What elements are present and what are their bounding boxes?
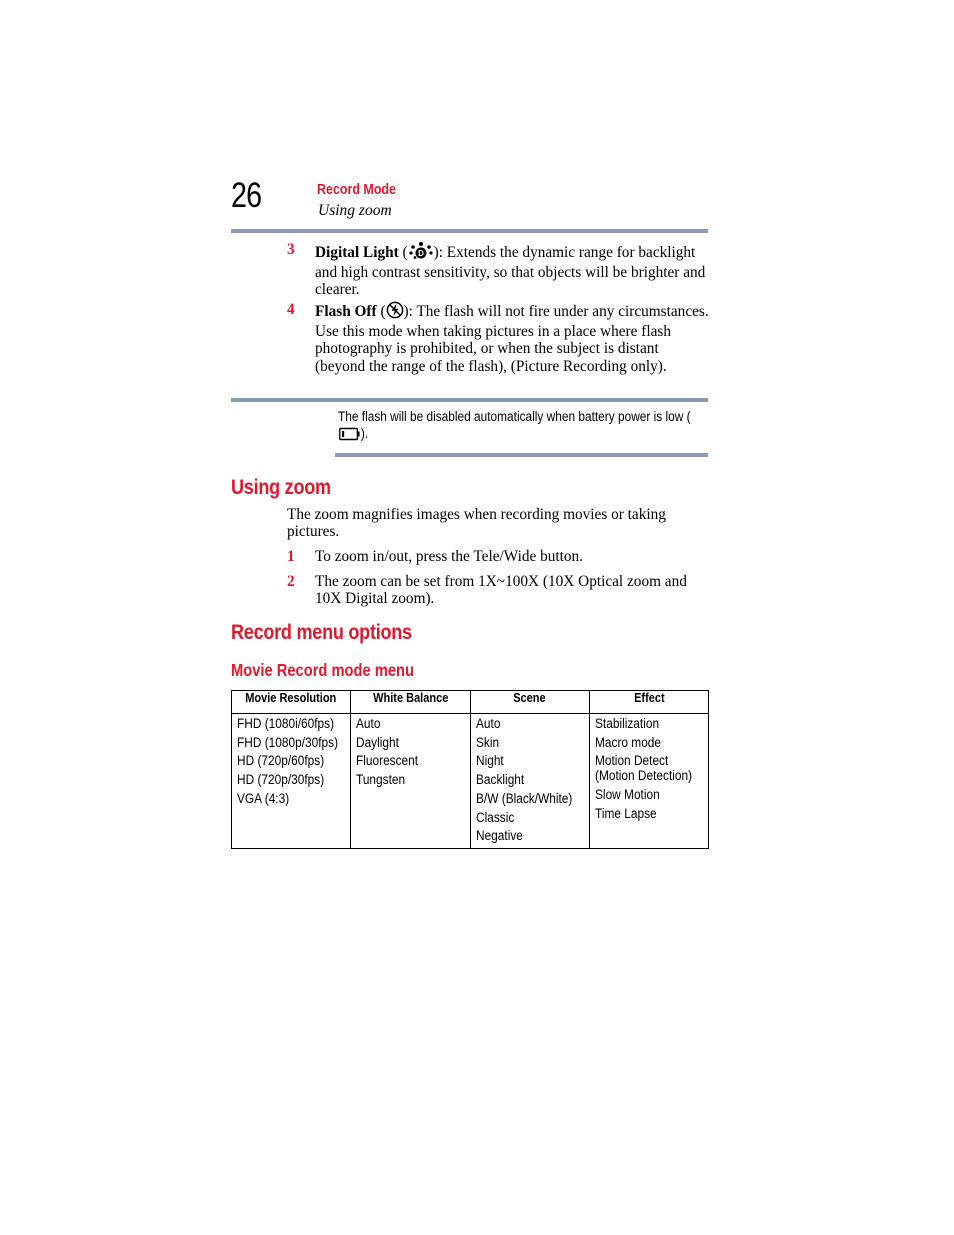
step-term: Flash Off — [315, 303, 377, 320]
battery-low-icon — [338, 427, 361, 445]
list-item: Auto — [356, 716, 381, 731]
zoom-intro-paragraph: The zoom magnifies images when recording movies or taking pictures. — [287, 506, 666, 541]
digital-light-icon — [408, 241, 434, 264]
header-label: Movie Resolution — [245, 691, 337, 705]
step-term: Digital Light — [315, 244, 399, 261]
option-list — [595, 714, 708, 824]
list-item: Motion Detect (Motion Detection) — [594, 753, 692, 783]
step-digital-light — [287, 241, 712, 299]
list-item: HD (720p/30fps) — [237, 772, 325, 788]
list-item: VGA (4:3) — [237, 790, 290, 806]
page-number: 26 — [231, 176, 262, 215]
step-number: 4 — [287, 301, 295, 318]
step-number: 2 — [287, 573, 295, 590]
list-item: Night — [475, 753, 504, 769]
note-text-after: ). — [360, 426, 369, 442]
list-item: Classic — [475, 809, 514, 825]
flash-off-icon — [386, 301, 404, 323]
option-list — [237, 714, 350, 809]
table-cell — [589, 714, 708, 849]
option-list — [476, 714, 589, 846]
list-item: Slow Motion — [594, 787, 660, 803]
step-description: To zoom in/out, press the Tele/Wide button. — [315, 548, 584, 565]
table-header-cell — [589, 691, 708, 714]
step-description: ): The flash will not fire under any circumstances. Use this mode when taking pictures in a place where flash photography is prohibited, or when the subject is distant (beyond the range of the flash), (Picture Recording only). — [315, 303, 709, 375]
step-paren: ( — [398, 244, 408, 261]
list-item: Stabilization — [594, 716, 659, 731]
section-heading-using-zoom: Using zoom — [231, 475, 331, 499]
list-item: FHD (1080p/30fps) — [237, 734, 339, 750]
table-row — [232, 714, 709, 849]
note-text — [338, 408, 699, 446]
list-item: Fluorescent — [356, 753, 419, 769]
zoom-step — [287, 548, 712, 565]
list-item: HD (720p/60fps) — [237, 753, 325, 769]
note-top-rule — [231, 398, 708, 402]
header-section-title: Record Mode — [317, 182, 396, 198]
note-text-before: The flash will be disabled automatically when battery power is low ( — [338, 409, 691, 424]
step-flash-off — [287, 301, 712, 375]
subsection-heading-movie-record: Movie Record mode menu — [231, 660, 414, 680]
step-number: 3 — [287, 241, 295, 258]
header-label: Scene — [513, 691, 546, 705]
header-label: Effect — [633, 691, 665, 705]
section-heading-record-menu: Record menu options — [231, 620, 412, 644]
svg-text:D: D — [417, 249, 424, 258]
header-label: White Balance — [372, 691, 448, 705]
list-item: Backlight — [475, 772, 524, 788]
list-item: Daylight — [356, 734, 400, 750]
table-header-cell — [351, 691, 470, 714]
table-header-cell — [470, 691, 589, 714]
option-list — [356, 714, 469, 790]
header-divider — [231, 229, 708, 233]
list-item: B/W (Black/White) — [475, 790, 572, 806]
header-subsection-title: Using zoom — [318, 202, 392, 219]
movie-record-menu-table — [231, 690, 709, 849]
list-item: FHD (1080i/60fps) — [237, 716, 335, 731]
list-item: Tungsten — [356, 772, 406, 788]
step-paren: ( — [376, 303, 386, 320]
list-item: Time Lapse — [594, 806, 657, 822]
table-cell — [470, 714, 589, 849]
table-cell — [232, 714, 351, 849]
step-description: ): Extends the dynamic range for backlight and high contrast sensitivity, so that objects will be brighter and clearer. — [315, 244, 706, 299]
list-item: Skin — [475, 734, 499, 750]
step-description: The zoom can be set from 1X~100X (10X Optical zoom and 10X Digital zoom). — [315, 573, 687, 608]
table-cell — [351, 714, 470, 849]
list-item: Auto — [475, 716, 500, 731]
list-item: Negative — [475, 828, 523, 844]
list-item: Macro mode — [594, 734, 661, 750]
note-bottom-rule — [335, 453, 708, 457]
table-header-cell — [232, 691, 351, 714]
table-header-row — [232, 691, 709, 714]
step-number: 1 — [287, 548, 295, 565]
zoom-step — [287, 573, 712, 607]
